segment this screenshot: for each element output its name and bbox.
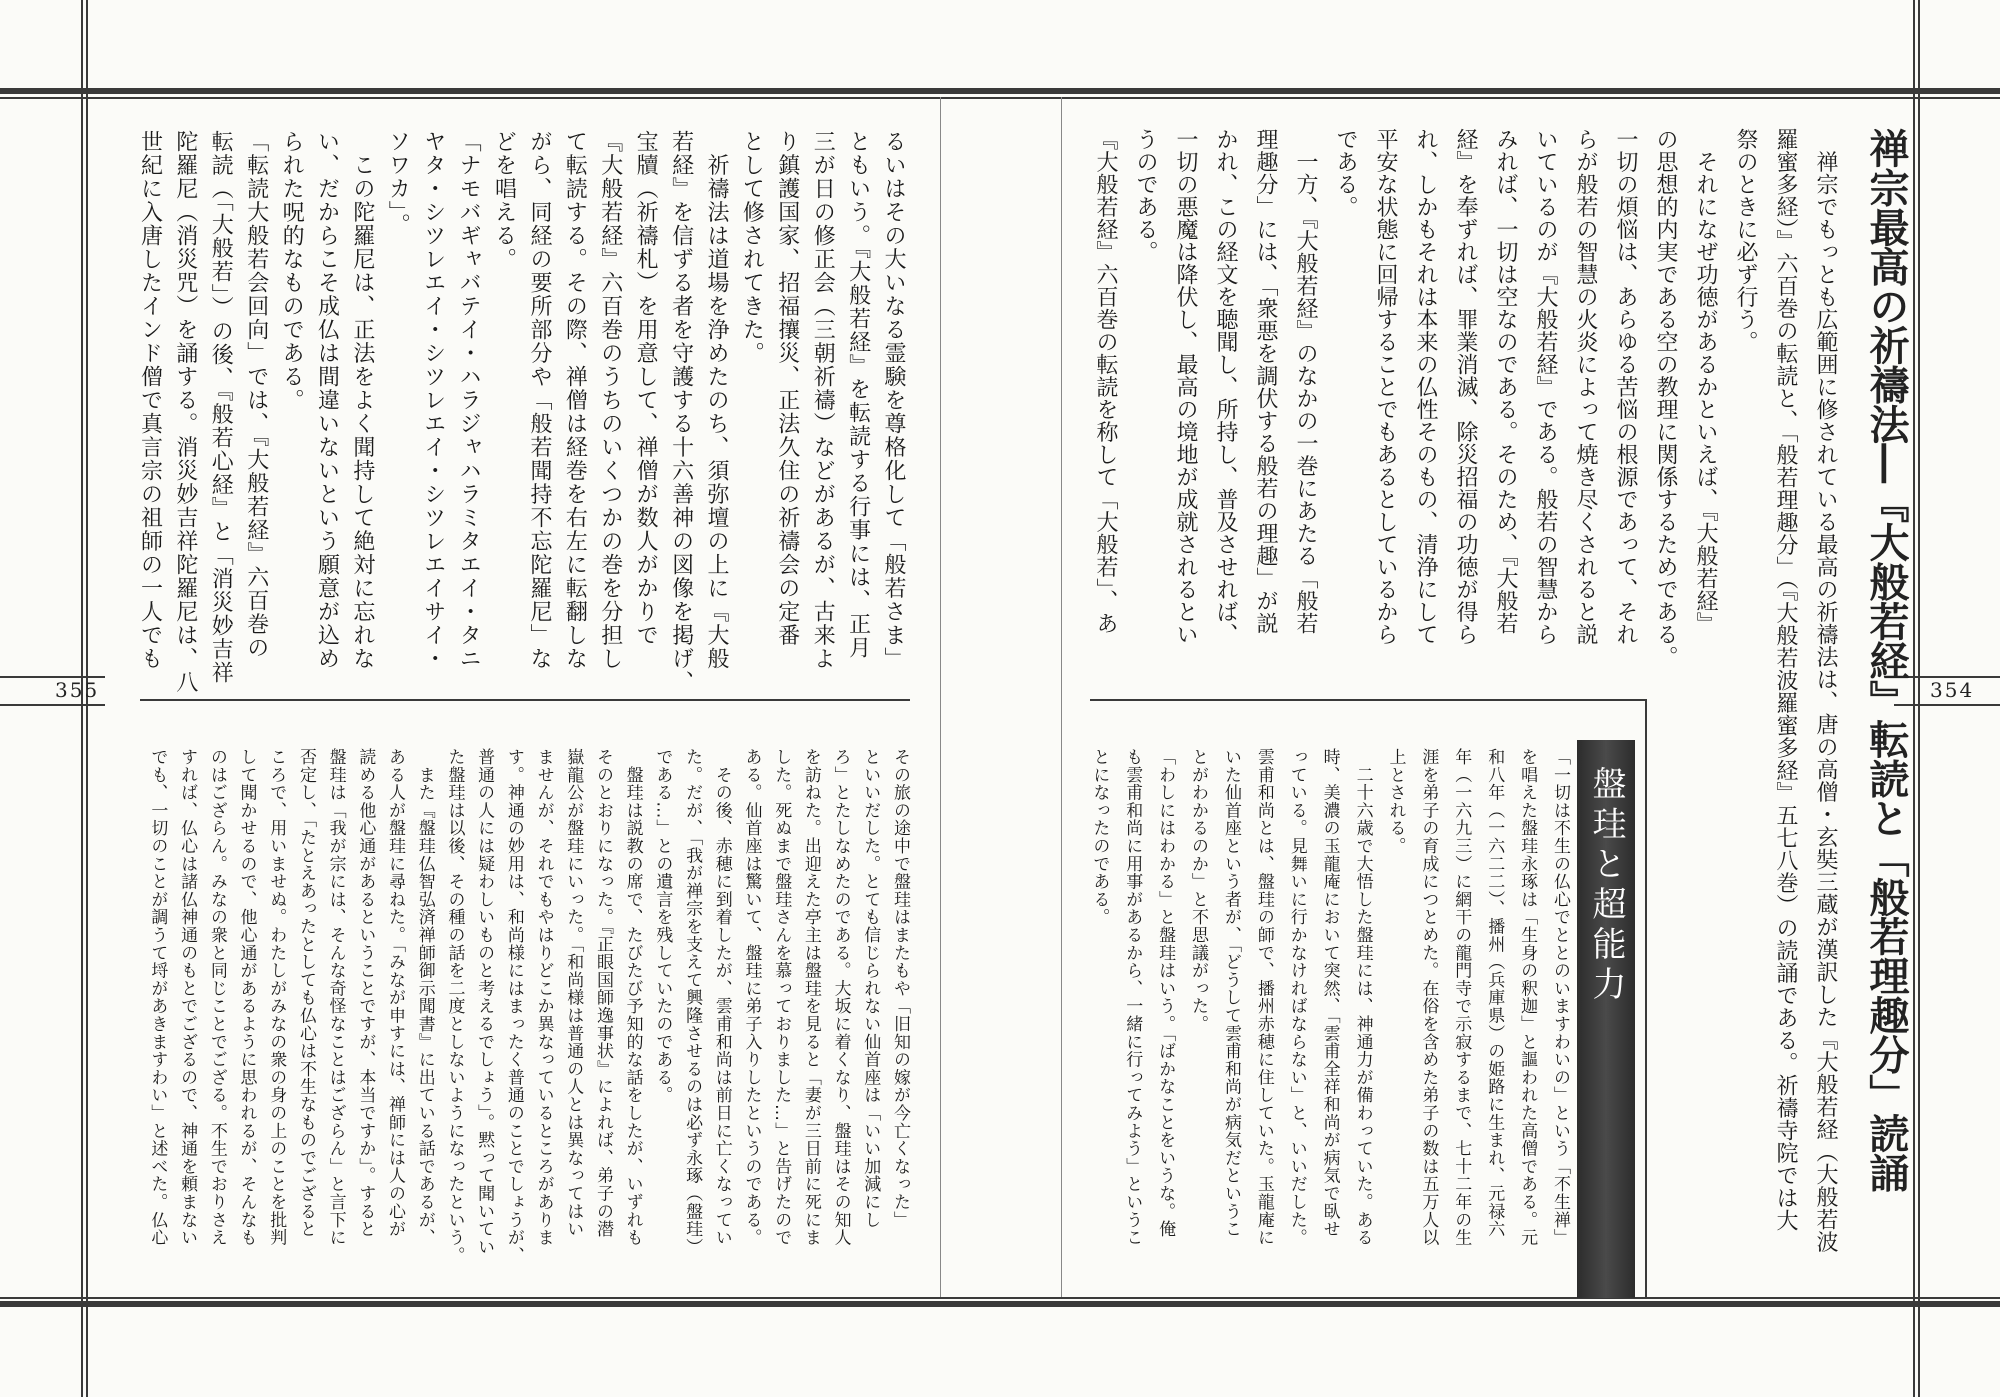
page-number-left: 355 bbox=[55, 678, 100, 702]
page-number-right: 354 bbox=[1930, 678, 1975, 702]
text-column: 陀羅尼（消災咒）を誦する。消災妙吉祥陀羅尼は、八 bbox=[172, 130, 198, 694]
text-column: それになぜ功徳があるかといえば、『大般若経』 bbox=[1693, 128, 1718, 635]
text-column: がら、同経の要所部分や「般若聞持不忘陀羅尼」な bbox=[526, 130, 552, 671]
bottom-frame-thin-rule bbox=[0, 1297, 2000, 1299]
text-column: 平安な状態に回帰することでもあるとしているから bbox=[1373, 128, 1398, 646]
text-column: 嶽龍公が盤珪にいった。「和尚様は普通の人とは異なってはい bbox=[563, 748, 584, 1238]
text-column: そのとおりになった。『正眼国師逸事状』によれば、弟子の潜 bbox=[592, 748, 613, 1238]
text-column: 読める他心通があるということですが、本当ですか」。すると bbox=[355, 748, 376, 1238]
text-column: 涯を弟子の育成につとめた。在俗を含めた弟子の数は五万人以 bbox=[1418, 748, 1439, 1247]
text-column: い、だからこそ成仏は間違いないという願意が込め bbox=[314, 130, 340, 671]
left-page-section-divider bbox=[140, 699, 910, 701]
text-column: 若経』を信ずる者を守護する十六善神の図像を掲げ、 bbox=[668, 130, 694, 694]
text-column: ある。仙首座は驚いて、盤珪に弟子入りしたというのである。 bbox=[741, 748, 762, 1247]
text-column: らが般若の智慧の火炎によって焼き尽くされると説 bbox=[1573, 128, 1598, 646]
text-column: 宝牘（祈禱札）を用意して、禅僧が数人がかりで bbox=[633, 130, 659, 647]
text-column: 「ナモバギャバテイ・ハラジャハラミタエイ・タニ bbox=[456, 130, 482, 671]
text-column: ころで、用いませぬ。わたしがみなの衆の身の上のことを批判 bbox=[266, 748, 287, 1247]
text-column: を唱えた盤珪永琢は「生身の釈迦」と謳われた高僧である。元 bbox=[1517, 748, 1538, 1247]
text-column: ろ」とたしなめたのである。大坂に着くなり、盤珪はその知人 bbox=[830, 748, 851, 1247]
text-column: でも、一切のことが調うて埒があきますわい」と述べた。仏心 bbox=[147, 748, 168, 1247]
text-column: 年（一六九三）に網干の龍門寺で示寂するまで、七十二年の生 bbox=[1451, 748, 1472, 1247]
text-column: どを唱える。 bbox=[491, 130, 517, 271]
text-column: 普通の人には疑わしいものと考えるでしょう」。黙って聞いてい bbox=[474, 748, 495, 1256]
text-column: その旅の途中で盤珪はまたもや「旧知の嫁が今亡くなった」 bbox=[890, 748, 910, 1229]
text-column: 三が日の修正会（三朝祈禱）などがあるが、古来よ bbox=[810, 130, 836, 671]
text-column: のはござらん。みなの衆と同じことでござる。不生でおりさえ bbox=[206, 748, 227, 1247]
text-column: 祭のときに必ず行う。 bbox=[1733, 128, 1758, 353]
right-frame-rule bbox=[1913, 0, 1915, 1397]
text-column: この陀羅尼は、正法をよく聞持して絶対に忘れな bbox=[349, 130, 375, 671]
text-column: とになったのである。 bbox=[1089, 748, 1110, 926]
text-column: 羅蜜多経）』六百巻の転読と、「般若理趣分」（『大般若波羅蜜多経』五七八巻）の読誦である。祈禱寺院では大 bbox=[1773, 128, 1798, 1232]
text-column: た盤珪は以後、その種の話を二度としないようになったという。 bbox=[444, 748, 465, 1265]
text-column: して聞かせるので、他心通があるように思われるが、そんなも bbox=[236, 748, 257, 1247]
text-column: である。 bbox=[1333, 128, 1358, 218]
text-column: 祈禱法は道場を浄めたのち、須弥壇の上に『大般 bbox=[703, 130, 729, 671]
text-column: 禅宗でもっとも広範囲に修されている最高の祈禱法は、唐の高僧・玄奘三蔵が漢訳した『大般若経（大般若波 bbox=[1813, 128, 1838, 1253]
text-column: 「転読大般若会回向」では、『大般若経』六百巻の bbox=[243, 130, 269, 660]
text-column: かれ、この経文を聴聞し、所持し、普及させれば、 bbox=[1213, 128, 1238, 646]
text-column: っている。見舞いに行かなければならない」と、いいだした。 bbox=[1286, 748, 1307, 1247]
text-column: として修されてきた。 bbox=[739, 130, 765, 365]
text-column: られた呪的なものである。 bbox=[279, 130, 305, 412]
bottom-frame-thick-rule bbox=[0, 1301, 2000, 1307]
text-column: その後、赤穂に到着したが、雲甫和尚は前日に亡くなってい bbox=[711, 748, 732, 1247]
text-column: す。神通の妙用は、和尚様にはまったく普通のことでしょうが、 bbox=[503, 748, 524, 1265]
text-column: である…」との遺言を残していたのである。 bbox=[652, 748, 673, 1104]
text-column: いた仙首座という者が、「どうして雲甫和尚が病気だというこ bbox=[1220, 748, 1241, 1238]
text-column: 「一切は不生の仏心でととのいますわいの」という「不生禅」 bbox=[1550, 748, 1570, 1247]
text-column: 上とされる。 bbox=[1385, 748, 1406, 855]
text-column: 盤珪は「我が宗には、そんな奇怪なことはござらん」と言下に bbox=[325, 748, 346, 1247]
text-column: 一切の悪魔は降伏し、最高の境地が成就されるとい bbox=[1173, 128, 1198, 646]
text-column: り鎮護国家、招福攘災、正法久住の祈禱会の定番 bbox=[774, 130, 800, 647]
text-column: うのである。 bbox=[1133, 128, 1158, 263]
text-column: 「わしにはわかる」と盤珪はいう。「ばかなことをいうな。俺 bbox=[1155, 748, 1176, 1238]
text-column: ませんが、それでもやはりどこか異なっているところがありま bbox=[533, 748, 554, 1247]
left-page-sidebar-continued-text bbox=[142, 748, 914, 1268]
text-column: みれば、一切は空なのである。そのため、『大般若 bbox=[1493, 128, 1518, 635]
text-column: 和八年（一六二二）、播州（兵庫県）の姫路に生まれ、元禄六 bbox=[1484, 748, 1505, 1238]
text-column: いているのが『大般若経』である。般若の智慧から bbox=[1533, 128, 1558, 646]
text-column: 『大般若経』六百巻の転読を称して「大般若」、あ bbox=[1093, 128, 1118, 635]
text-column: も雲甫和尚に用事があるから、一緒に行ってみよう」というこ bbox=[1122, 748, 1143, 1247]
text-column: ソワカ」。 bbox=[385, 130, 411, 237]
text-column: した。死ぬまで盤珪さんを慕っておりました…」と告げたので bbox=[771, 748, 792, 1247]
text-column: 『大般若経』六百巻のうちのいくつかの巻を分担し bbox=[597, 130, 623, 671]
text-column: 理趣分」には、「衆悪を調伏する般若の理趣」が説 bbox=[1253, 128, 1278, 635]
gutter-rule-left bbox=[940, 97, 941, 1297]
text-column: 世紀に入唐したインド僧で真言宗の祖師の一人でも bbox=[137, 130, 163, 671]
text-column: 雲甫和尚とは、盤珪の師で、播州赤穂に住していた。玉龍庵に bbox=[1253, 748, 1274, 1247]
text-column: 二十六歳で大悟した盤珪には、神通力が備わっていた。ある bbox=[1352, 748, 1373, 1247]
text-column: 時、美濃の玉龍庵において突然、「雲甫全祥和尚が病気で臥せ bbox=[1319, 748, 1340, 1238]
top-frame-thin-rule bbox=[0, 97, 2000, 99]
right-frame-rule-inner bbox=[1918, 0, 1920, 1397]
text-column: の思想的内実である空の教理に関係するためである。 bbox=[1653, 128, 1678, 668]
text-column: 否定し、「たとえあったとしても仏心は不生なものでござると bbox=[295, 748, 316, 1238]
text-column: ヤタ・シツレエイ・シツレエイ・シツレエイサイ・ bbox=[420, 130, 446, 671]
text-column: 一方、『大般若経』のなかの一巻にあたる「般若 bbox=[1293, 128, 1318, 635]
text-column: て転読する。その際、禅僧は経巻を右左に転翻しな bbox=[562, 130, 588, 671]
text-column: ともいう。『大般若経』を転読する行事には、正月 bbox=[845, 130, 871, 660]
text-column: また『盤珪仏智弘済禅師御示聞書』に出ている話であるが、 bbox=[414, 748, 435, 1247]
article-title: 禅宗最高の祈禱法―『大般若経』転読と「般若理趣分」読誦 bbox=[1863, 128, 1910, 1192]
text-column: 経』を奉ずれば、罪業消滅、除災招福の功徳が得ら bbox=[1453, 128, 1478, 646]
sidebar-body-text bbox=[1082, 748, 1576, 1268]
text-column: れ、しかもそれは本来の仏性そのもの、清浄にして bbox=[1413, 128, 1438, 646]
text-column: とがわかるのか」と不思議がった。 bbox=[1188, 748, 1209, 1033]
text-column: るいはその大いなる霊験を尊格化して「般若さま」 bbox=[881, 130, 906, 671]
left-page-body-text bbox=[132, 130, 911, 694]
sidebar-heading-banner bbox=[1577, 740, 1635, 1298]
text-column: を訪ねた。出迎えた亭主は盤珪を見ると「妻が三日前に死にま bbox=[800, 748, 821, 1247]
text-column: といいだした。とても信じられない仙首座は「いい加減にし bbox=[860, 748, 881, 1229]
text-column: 転読（「大般若」）の後、『般若心経』と「消災妙吉祥 bbox=[208, 130, 234, 685]
text-column: すれば、仏心は諸仏神通のもとでござるので、神通を頼まない bbox=[177, 748, 198, 1247]
text-column: た。だが、「我が禅宗を支えて興隆させるのは必ず永琢（盤珪） bbox=[682, 748, 703, 1256]
sidebar-heading: 盤珪と超能力 bbox=[1586, 766, 1626, 1006]
gutter-rule-right bbox=[1061, 97, 1062, 1297]
text-column: 盤珪は説教の席で、たびたび予知的な話をしたが、いずれも bbox=[622, 748, 643, 1247]
page-number-rule bbox=[0, 704, 105, 706]
text-column: ある人が盤珪に尋ねた。「みなが申すには、禅師には人の心が bbox=[385, 748, 406, 1238]
top-frame-thick-rule bbox=[0, 88, 2000, 94]
text-column: 一切の煩悩は、あらゆる苦悩の根源であって、それ bbox=[1613, 128, 1638, 646]
